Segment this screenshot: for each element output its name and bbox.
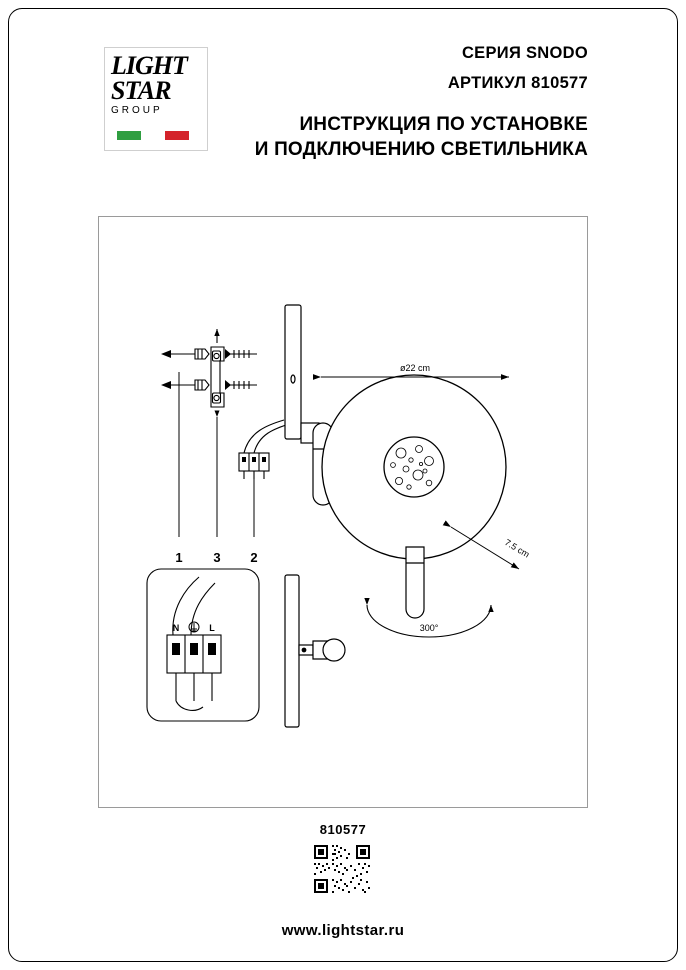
series-label: СЕРИЯ SNODO bbox=[461, 44, 588, 62]
page-title-line-1: ИНСТРУКЦИЯ ПО УСТАНОВКЕ bbox=[299, 114, 588, 135]
logo-line-3: GROUP bbox=[111, 105, 163, 117]
lamp-front-view bbox=[322, 375, 506, 559]
terminal-block-small bbox=[239, 420, 289, 479]
logo-line-1: LIGHT bbox=[111, 51, 187, 80]
article-label: АРТИКУЛ 810577 bbox=[447, 74, 588, 92]
italian-flag-icon bbox=[117, 131, 189, 140]
terminal-label-l: L bbox=[209, 623, 215, 633]
instruction-figure-frame bbox=[98, 216, 588, 808]
qr-code bbox=[312, 843, 374, 895]
installation-diagram bbox=[99, 217, 589, 809]
terminal-label-n: N bbox=[172, 623, 180, 633]
rotation-horizontal-label: 300° bbox=[419, 623, 439, 633]
lamp-front-arm bbox=[406, 547, 424, 618]
lamp-bottom-side-view bbox=[285, 575, 345, 727]
logo-line-2: STAR bbox=[111, 75, 171, 105]
page-title-line-2: И ПОДКЛЮЧЕНИЮ СВЕТИЛЬНИКА bbox=[254, 139, 588, 161]
page-title bbox=[198, 112, 588, 162]
step-number-3: 3 bbox=[213, 550, 221, 565]
website-url[interactable]: www.lightstar.ru bbox=[281, 922, 405, 939]
depth-label: 7.5 cm bbox=[502, 537, 532, 560]
mounting-bracket-group bbox=[161, 329, 257, 407]
brand-logo bbox=[104, 47, 208, 151]
logo-wordmark bbox=[111, 51, 203, 117]
product-code: 810577 bbox=[319, 822, 367, 837]
step-number-1: 1 bbox=[175, 550, 183, 565]
step-number-2: 2 bbox=[250, 550, 258, 565]
diameter-label: ø22 cm bbox=[399, 363, 431, 373]
